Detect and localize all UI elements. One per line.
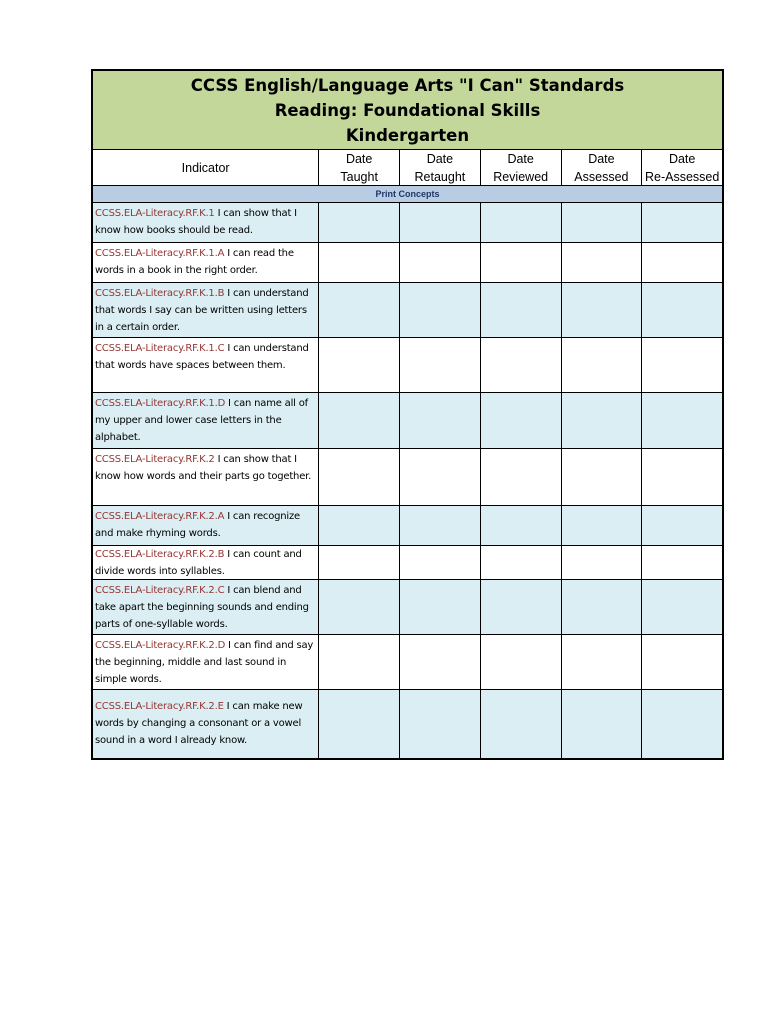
date-taught-cell[interactable]	[319, 546, 400, 579]
date-retaught-cell[interactable]	[400, 635, 481, 689]
indicator-cell	[93, 338, 319, 392]
standard-text: I can find and say the beginning, middle and last sound in simple words.	[95, 640, 314, 685]
date-reviewed-cell[interactable]	[481, 449, 562, 505]
indicator-cell	[93, 449, 319, 505]
table-row	[93, 243, 722, 283]
date-retaught-cell[interactable]	[400, 338, 481, 392]
date-reassessed-cell[interactable]	[642, 449, 722, 505]
date-retaught-cell[interactable]	[400, 580, 481, 634]
header-date-label: Assessed	[574, 169, 629, 184]
standard-text: I can understand that words I say can be written using letters in a certain order.	[95, 288, 309, 333]
date-assessed-cell[interactable]	[562, 243, 643, 282]
indicator-cell	[93, 243, 319, 282]
date-reassessed-cell[interactable]	[642, 690, 722, 758]
standard-text: I can name all of my upper and lower case letters in the alphabet.	[95, 398, 308, 443]
date-taught-cell[interactable]	[319, 580, 400, 634]
table-row	[93, 635, 722, 690]
date-assessed-cell[interactable]	[562, 635, 643, 689]
date-retaught-cell[interactable]	[400, 203, 481, 242]
header-date-word: Date	[668, 151, 696, 166]
section-header-print-concepts: Print Concepts	[93, 186, 722, 203]
date-assessed-cell[interactable]	[562, 338, 643, 392]
title-line-2: Reading: Foundational Skills	[274, 100, 541, 120]
date-retaught-cell[interactable]	[400, 546, 481, 579]
table-row	[93, 338, 722, 393]
date-reviewed-cell[interactable]	[481, 393, 562, 448]
date-reviewed-cell[interactable]	[481, 580, 562, 634]
standard-text: I can blend and take apart the beginning sounds and ending parts of one-syllable words.	[95, 585, 309, 630]
indicator-cell	[93, 203, 319, 242]
date-assessed-cell[interactable]	[562, 283, 643, 337]
date-retaught-cell[interactable]	[400, 243, 481, 282]
standard-text: I can show that I know how books should be read.	[95, 208, 297, 236]
date-retaught-cell[interactable]	[400, 449, 481, 505]
standard-text: I can understand that words have spaces between them.	[95, 343, 309, 371]
indicator-cell	[93, 393, 319, 448]
header-date-word: Date	[588, 151, 615, 166]
title-line-1: CCSS English/Language Arts "I Can" Standards	[190, 75, 625, 95]
table-row	[93, 283, 722, 338]
header-date-word: Date	[426, 151, 454, 166]
header-row	[93, 150, 722, 186]
table-row	[93, 690, 722, 758]
date-assessed-cell[interactable]	[562, 449, 643, 505]
date-reviewed-cell[interactable]	[481, 243, 562, 282]
date-reviewed-cell[interactable]	[481, 506, 562, 545]
table-row	[93, 506, 722, 546]
indicator-cell	[93, 546, 319, 579]
date-reviewed-cell[interactable]	[481, 338, 562, 392]
header-date-taught	[319, 150, 400, 185]
date-assessed-cell[interactable]	[562, 203, 643, 242]
date-taught-cell[interactable]	[319, 283, 400, 337]
standard-code: CCSS.ELA-Literacy.RF.K.1	[95, 208, 215, 219]
date-reassessed-cell[interactable]	[642, 283, 722, 337]
header-date-label: Retaught	[414, 169, 466, 184]
date-taught-cell[interactable]	[319, 635, 400, 689]
standard-code: CCSS.ELA-Literacy.RF.K.2.B	[95, 549, 225, 560]
date-reviewed-cell[interactable]	[481, 546, 562, 579]
date-reviewed-cell[interactable]	[481, 283, 562, 337]
standard-text: I can make new words by changing a consonant or a vowel sound in a word I already know.	[95, 701, 303, 746]
date-taught-cell[interactable]	[319, 506, 400, 545]
header-indicator: Indicator	[93, 150, 319, 185]
date-reassessed-cell[interactable]	[642, 506, 722, 545]
standard-code: CCSS.ELA-Literacy.RF.K.1.D	[95, 398, 226, 409]
date-taught-cell[interactable]	[319, 393, 400, 448]
header-date-label: Reviewed	[493, 169, 549, 184]
standard-code: CCSS.ELA-Literacy.RF.K.2	[95, 454, 215, 465]
indicator-cell	[93, 580, 319, 634]
header-date-word: Date	[507, 151, 534, 166]
standard-code: CCSS.ELA-Literacy.RF.K.2.D	[95, 640, 226, 651]
header-date-reassessed	[642, 150, 722, 185]
date-reviewed-cell[interactable]	[481, 203, 562, 242]
date-reassessed-cell[interactable]	[642, 393, 722, 448]
indicator-cell	[93, 635, 319, 689]
standard-code: CCSS.ELA-Literacy.RF.K.2.E	[95, 701, 224, 712]
header-date-retaught	[400, 150, 481, 185]
date-assessed-cell[interactable]	[562, 580, 643, 634]
date-assessed-cell[interactable]	[562, 546, 643, 579]
indicator-cell	[93, 506, 319, 545]
date-retaught-cell[interactable]	[400, 393, 481, 448]
date-retaught-cell[interactable]	[400, 690, 481, 758]
standard-text: I can read the words in a book in the right order.	[95, 248, 294, 276]
title-block	[93, 71, 722, 150]
header-date-label: Re-Assessed	[644, 169, 720, 184]
date-assessed-cell[interactable]	[562, 506, 643, 545]
standard-code: CCSS.ELA-Literacy.RF.K.1.A	[95, 248, 225, 259]
date-reassessed-cell[interactable]	[642, 243, 722, 282]
date-retaught-cell[interactable]	[400, 506, 481, 545]
date-assessed-cell[interactable]	[562, 690, 643, 758]
date-reviewed-cell[interactable]	[481, 635, 562, 689]
standard-text: I can count and divide words into syllables.	[95, 549, 302, 577]
date-reassessed-cell[interactable]	[642, 338, 722, 392]
header-date-assessed	[562, 150, 643, 185]
standards-table	[91, 69, 724, 760]
table-row	[93, 393, 722, 449]
date-reassessed-cell[interactable]	[642, 635, 722, 689]
standard-code: CCSS.ELA-Literacy.RF.K.2.C	[95, 585, 225, 596]
table-row	[93, 449, 722, 506]
date-taught-cell[interactable]	[319, 690, 400, 758]
table-row	[93, 203, 722, 243]
indicator-cell	[93, 690, 319, 758]
standard-text: I can recognize and make rhyming words.	[95, 511, 300, 539]
standard-code: CCSS.ELA-Literacy.RF.K.1.C	[95, 343, 225, 354]
header-date-word: Date	[345, 151, 373, 166]
date-reassessed-cell[interactable]	[642, 203, 722, 242]
date-reassessed-cell[interactable]	[642, 580, 722, 634]
header-date-reviewed	[481, 150, 562, 185]
date-reassessed-cell[interactable]	[642, 546, 722, 579]
title-line-3: Kindergarten	[345, 125, 470, 145]
standard-text: I can show that I know how words and their parts go together.	[95, 454, 312, 482]
date-reviewed-cell[interactable]	[481, 690, 562, 758]
date-taught-cell[interactable]	[319, 449, 400, 505]
date-assessed-cell[interactable]	[562, 393, 643, 448]
date-taught-cell[interactable]	[319, 338, 400, 392]
date-retaught-cell[interactable]	[400, 283, 481, 337]
table-row	[93, 546, 722, 580]
header-date-label: Taught	[340, 169, 378, 184]
standard-code: CCSS.ELA-Literacy.RF.K.1.B	[95, 288, 225, 299]
standard-code: CCSS.ELA-Literacy.RF.K.2.A	[95, 511, 225, 522]
indicator-cell	[93, 283, 319, 337]
date-taught-cell[interactable]	[319, 243, 400, 282]
date-taught-cell[interactable]	[319, 203, 400, 242]
table-row	[93, 580, 722, 635]
